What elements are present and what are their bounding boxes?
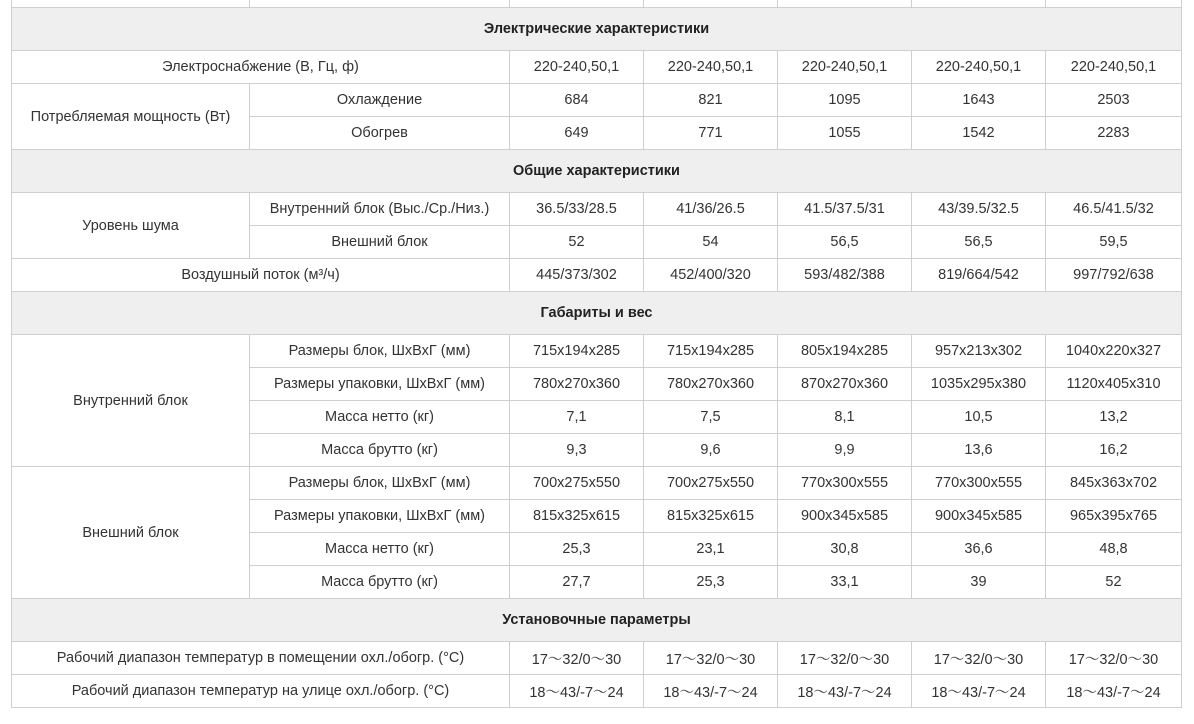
- value-cell: 56,5: [912, 226, 1046, 259]
- value-cell: 18〜43/-7〜24: [1046, 675, 1182, 708]
- value-cell: 9,9: [778, 434, 912, 467]
- table-cell: [510, 0, 644, 8]
- group-label: Внутренний блок: [12, 335, 250, 467]
- value-cell: 10,5: [912, 401, 1046, 434]
- value-cell: 59,5: [1046, 226, 1182, 259]
- value-cell: 700x275x550: [510, 467, 644, 500]
- value-cell: 18〜43/-7〜24: [912, 675, 1046, 708]
- group-label: Уровень шума: [12, 193, 250, 259]
- value-cell: 8,1: [778, 401, 912, 434]
- table-row: [12, 84, 1182, 117]
- value-cell: 27,7: [510, 566, 644, 599]
- value-cell: 715x194x285: [644, 335, 778, 368]
- section-header-row: [12, 8, 1182, 51]
- value-cell: 1095: [778, 84, 912, 117]
- value-cell: 965x395x765: [1046, 500, 1182, 533]
- table-row: [12, 259, 1182, 292]
- value-cell: 445/373/302: [510, 259, 644, 292]
- value-cell: 220-240,50,1: [644, 51, 778, 84]
- value-cell: 1040x220x327: [1046, 335, 1182, 368]
- value-cell: 46.5/41.5/32: [1046, 193, 1182, 226]
- value-cell: 452/400/320: [644, 259, 778, 292]
- value-cell: 17〜32/0〜30: [1046, 642, 1182, 675]
- value-cell: 33,1: [778, 566, 912, 599]
- value-cell: 23,1: [644, 533, 778, 566]
- value-cell: 1055: [778, 117, 912, 150]
- table-cell: [912, 0, 1046, 8]
- value-cell: 997/792/638: [1046, 259, 1182, 292]
- section-header-row: [12, 599, 1182, 642]
- value-cell: 715x194x285: [510, 335, 644, 368]
- value-cell: 700x275x550: [644, 467, 778, 500]
- sub-label: Размеры блок, ШхВхГ (мм): [250, 467, 510, 500]
- value-cell: 9,6: [644, 434, 778, 467]
- value-cell: 1120x405x310: [1046, 368, 1182, 401]
- value-cell: 52: [1046, 566, 1182, 599]
- value-cell: 36.5/33/28.5: [510, 193, 644, 226]
- value-cell: 870x270x360: [778, 368, 912, 401]
- sub-label: Обогрев: [250, 117, 510, 150]
- sub-label: Масса брутто (кг): [250, 434, 510, 467]
- value-cell: 16,2: [1046, 434, 1182, 467]
- value-cell: 1035x295x380: [912, 368, 1046, 401]
- value-cell: 13,6: [912, 434, 1046, 467]
- sub-label: Масса нетто (кг): [250, 401, 510, 434]
- value-cell: 17〜32/0〜30: [778, 642, 912, 675]
- value-cell: 2283: [1046, 117, 1182, 150]
- value-cell: 36,6: [912, 533, 1046, 566]
- section-title: Установочные параметры: [12, 599, 1182, 642]
- sub-label: Размеры блок, ШхВхГ (мм): [250, 335, 510, 368]
- table-row: [12, 675, 1182, 708]
- value-cell: 780x270x360: [510, 368, 644, 401]
- table-cell: [1046, 0, 1182, 8]
- row-label: Рабочий диапазон температур в помещении охл./обогр. (°C): [12, 642, 510, 675]
- table-cell: [12, 0, 250, 8]
- value-cell: 815x325x615: [644, 500, 778, 533]
- value-cell: 900x345x585: [778, 500, 912, 533]
- value-cell: 1542: [912, 117, 1046, 150]
- value-cell: 815x325x615: [510, 500, 644, 533]
- value-cell: 2503: [1046, 84, 1182, 117]
- sub-label: Размеры упаковки, ШхВхГ (мм): [250, 368, 510, 401]
- value-cell: 52: [510, 226, 644, 259]
- sub-label: Охлаждение: [250, 84, 510, 117]
- specifications-table: [11, 0, 1182, 708]
- value-cell: 17〜32/0〜30: [912, 642, 1046, 675]
- table-row: [12, 335, 1182, 368]
- value-cell: 25,3: [510, 533, 644, 566]
- value-cell: 900x345x585: [912, 500, 1046, 533]
- sub-label: Масса брутто (кг): [250, 566, 510, 599]
- value-cell: 13,2: [1046, 401, 1182, 434]
- table-cell: [644, 0, 778, 8]
- value-cell: 30,8: [778, 533, 912, 566]
- value-cell: 54: [644, 226, 778, 259]
- value-cell: 220-240,50,1: [778, 51, 912, 84]
- table-row: [12, 193, 1182, 226]
- value-cell: 593/482/388: [778, 259, 912, 292]
- value-cell: 684: [510, 84, 644, 117]
- value-cell: 7,1: [510, 401, 644, 434]
- value-cell: 18〜43/-7〜24: [778, 675, 912, 708]
- value-cell: 770x300x555: [778, 467, 912, 500]
- value-cell: 220-240,50,1: [1046, 51, 1182, 84]
- group-label: Внешний блок: [12, 467, 250, 599]
- section-title: Общие характеристики: [12, 150, 1182, 193]
- value-cell: 17〜32/0〜30: [510, 642, 644, 675]
- value-cell: 780x270x360: [644, 368, 778, 401]
- section-title: Электрические характеристики: [12, 8, 1182, 51]
- row-label: Воздушный поток (м³/ч): [12, 259, 510, 292]
- row-label: Рабочий диапазон температур на улице охл./обогр. (°C): [12, 675, 510, 708]
- row-label: Электроснабжение (В, Гц, ф): [12, 51, 510, 84]
- value-cell: 845x363x702: [1046, 467, 1182, 500]
- value-cell: 7,5: [644, 401, 778, 434]
- value-cell: 43/39.5/32.5: [912, 193, 1046, 226]
- value-cell: 220-240,50,1: [912, 51, 1046, 84]
- table-row: [12, 467, 1182, 500]
- section-title: Габариты и вес: [12, 292, 1182, 335]
- table-row-cutoff: [12, 0, 1182, 8]
- table-row: [12, 51, 1182, 84]
- value-cell: 17〜32/0〜30: [644, 642, 778, 675]
- value-cell: 56,5: [778, 226, 912, 259]
- table-row: [12, 642, 1182, 675]
- value-cell: 821: [644, 84, 778, 117]
- value-cell: 48,8: [1046, 533, 1182, 566]
- value-cell: 819/664/542: [912, 259, 1046, 292]
- value-cell: 649: [510, 117, 644, 150]
- sub-label: Размеры упаковки, ШхВхГ (мм): [250, 500, 510, 533]
- value-cell: 771: [644, 117, 778, 150]
- value-cell: 41.5/37.5/31: [778, 193, 912, 226]
- value-cell: 1643: [912, 84, 1046, 117]
- section-header-row: [12, 150, 1182, 193]
- group-label: Потребляемая мощность (Вт): [12, 84, 250, 150]
- value-cell: 18〜43/-7〜24: [644, 675, 778, 708]
- sub-label: Масса нетто (кг): [250, 533, 510, 566]
- value-cell: 9,3: [510, 434, 644, 467]
- value-cell: 220-240,50,1: [510, 51, 644, 84]
- value-cell: 25,3: [644, 566, 778, 599]
- sub-label: Внутренний блок (Выс./Ср./Низ.): [250, 193, 510, 226]
- value-cell: 39: [912, 566, 1046, 599]
- value-cell: 957x213x302: [912, 335, 1046, 368]
- value-cell: 18〜43/-7〜24: [510, 675, 644, 708]
- value-cell: 41/36/26.5: [644, 193, 778, 226]
- sub-label: Внешний блок: [250, 226, 510, 259]
- table-cell: [250, 0, 510, 8]
- table-cell: [778, 0, 912, 8]
- value-cell: 805x194x285: [778, 335, 912, 368]
- spec-table-wrapper: [11, 0, 1182, 708]
- value-cell: 770x300x555: [912, 467, 1046, 500]
- section-header-row: [12, 292, 1182, 335]
